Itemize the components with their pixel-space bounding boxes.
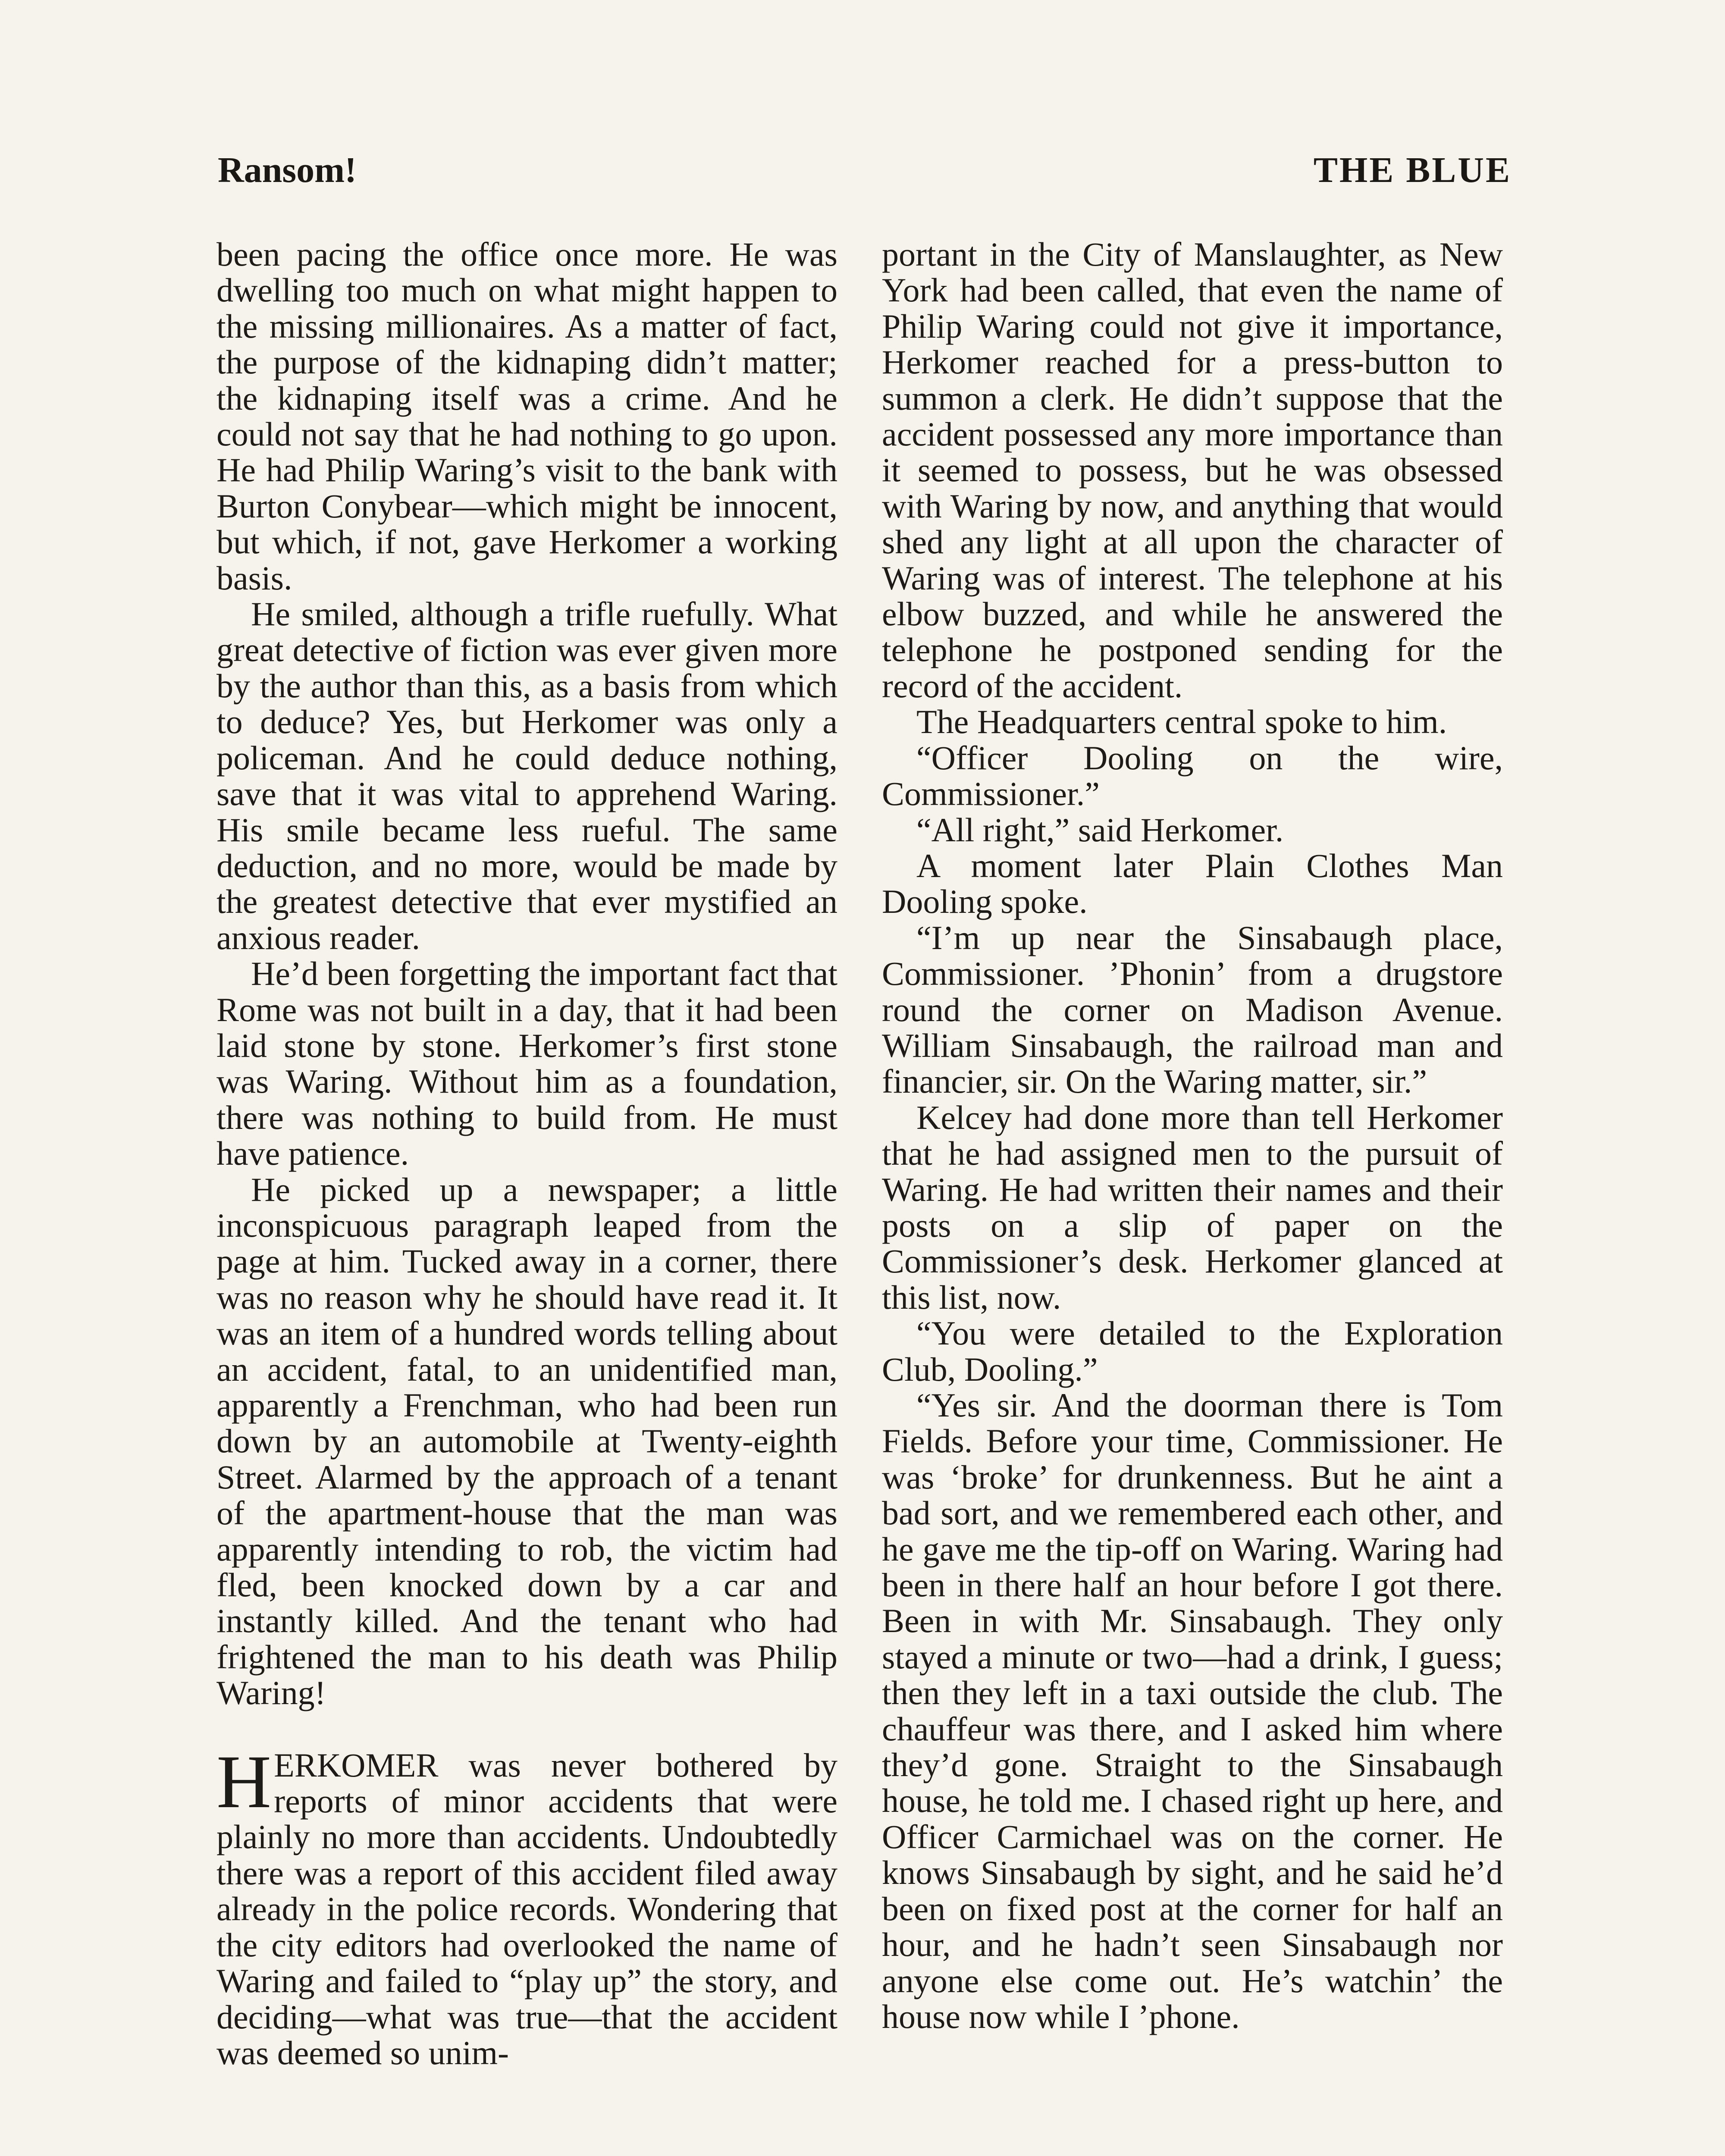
running-head-magazine-title: THE BLUE	[1313, 150, 1512, 190]
paragraph: “I’m up near the Sinsabaugh place, Commissioner. ’Phonin’ from a drugstore round the corner on Madison Avenue. William Sinsabaugh, the railroad man and financier, sir. On the Waring matter, sir.”	[882, 918, 1503, 1100]
section-opening-text: ERKOMER was never bothered by reports of minor accidents that were plainly no more than accidents. Undoubtedly there was a report of this accident filed away already in the police records. Wondering that the city editors had overlooked the name of Waring and failed to “play up” the story, and deciding—what was true—that the accident was deemed so unim-	[216, 1746, 837, 2071]
paragraph: A moment later Plain Clothes Man Dooling spoke.	[882, 846, 1503, 921]
paragraph: “All right,” said Herkomer.	[916, 811, 1284, 849]
right-text-column	[882, 236, 1503, 2034]
paragraph: been pacing the office once more. He was dwelling too much on what might happen to the missing millionaires. As a matter of fact, the purpose of the kidnaping didn’t matter; the kidnaping itself was a crime. And he could not say that he had nothing to go upon. He had Philip Waring’s visit to the bank with Burton Conybear—which might be innocent, but which, if not, gave Herkomer a working basis.	[216, 235, 837, 597]
drop-cap: H	[216, 1739, 272, 1824]
paragraph: “Yes sir. And the doorman there is Tom Fields. Before your time, Commissioner. He was ‘broke’ for drunkenness. But he aint a bad sort, and we remembered each other, and he gave me the tip-off on Waring. Waring had been in there half an hour before I got there. Been in with Mr. Sinsabaugh. They only stayed a minute or two—had a drink, I guess; then they left in a taxi outside the club. The chauffeur was there, and I asked him where they’d gone. Straight to the Sinsabaugh house, he told me. I chased right up here, and Officer Carmichael was on the corner. He knows Sinsabaugh by sight, and he said he’d been on fixed post at the corner for half an hour, and he hadn’t seen Sinsabaugh nor anyone else come out. He’s watchin’ the house now while I ’phone.	[882, 1386, 1503, 2035]
paragraph: He smiled, although a trifle ruefully. What great detective of fiction was ever given more by the author than this, as a basis from which to deduce? Yes, but Herkomer was only a policeman. And he could deduce nothing, save that it was vital to apprehend Waring. His smile became less rueful. The same deduction, and no more, would be made by the greatest detective that ever mystified an anxious reader.	[216, 595, 837, 956]
paragraph: He’d been forgetting the important fact that Rome was not built in a day, that it had been laid stone by stone. Herkomer’s first stone was Waring. Without him as a foundation, there was nothing to build from. He must have patience.	[216, 955, 837, 1172]
paragraph: “Officer Dooling on the wire, Commissioner.”	[882, 739, 1503, 813]
paragraph: portant in the City of Manslaughter, as New York had been called, that even the name of Philip Waring could not give it importance, Herkomer reached for a press-button to summon a clerk. He didn’t suppose that the accident possessed any more importance than it seemed to possess, but he was obsessed with Waring by now, and anything that would shed any light at all upon the character of Waring was of interest. The telephone at his elbow buzzed, and while he answered the telephone he postponed sending for the record of the accident.	[882, 235, 1503, 705]
paragraph: “You were detailed to the Exploration Club, Dooling.”	[882, 1314, 1503, 1388]
section-opening-paragraph	[216, 1739, 837, 2071]
running-head-story-title: Ransom!	[218, 150, 357, 190]
paragraph: Kelcey had done more than tell Herkomer that he had assigned men to the pursuit of Waring. He had written their names and their posts on a slip of paper on the Commissioner’s desk. Herkomer glanced at this list, now.	[882, 1098, 1503, 1316]
left-text-column	[216, 236, 837, 2071]
paragraph: The Headquarters central spoke to him.	[916, 703, 1447, 741]
paragraph: He picked up a newspaper; a little inconspicuous paragraph leaped from the page at him. Tucked away in a corner, there was no reason why he should have read it. It was an item of a hundred words telling about an accident, fatal, to an unidentified man, apparently a Frenchman, who had been run down by an automobile at Twenty-eighth Street. Alarmed by the approach of a tenant of the apartment-house that the man was apparently intending to rob, the victim had fled, been knocked down by a car and instantly killed. And the tenant who had frightened the man to his death was Philip Waring!	[216, 1170, 837, 1712]
